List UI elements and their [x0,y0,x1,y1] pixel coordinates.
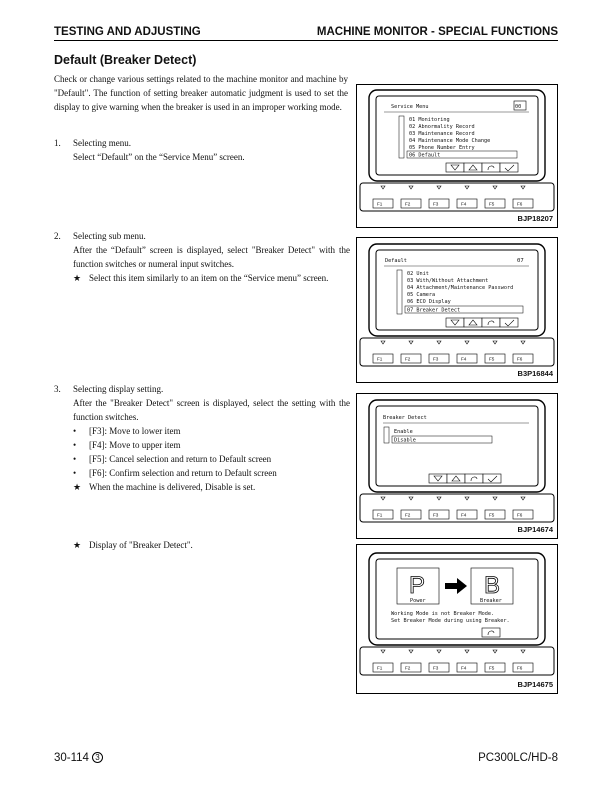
page-header [54,26,558,40]
bullet-icon: • [73,426,77,436]
menu-item: 05 Phone Number Entry [409,145,475,151]
menu-item: 07 Breaker Detect [407,307,461,314]
model-name: PC300LC/HD-8 [478,752,558,764]
star-note [73,271,350,285]
f2-key: F2 [405,512,411,518]
monitor-illustration [357,545,557,693]
step-3 [54,382,350,494]
step-2 [54,229,350,285]
power-letter: P [409,572,426,599]
step-number: 1. [54,138,61,148]
figure-code: BJP14674 [517,525,553,534]
figure-default-menu [356,237,558,383]
bullet-item: • [F3]: Move to lower item [73,426,181,436]
menu-item: 06 Default [409,152,441,159]
f5-key: F5 [489,512,495,518]
menu-item: 03 Maintenance Record [409,131,475,137]
screen-badge: 07 [517,258,524,264]
f1-key: F1 [377,356,383,362]
screen-title: Default [385,258,407,264]
f6-key: F6 [517,356,523,362]
bullet-icon: • [73,468,77,478]
step-1 [54,136,350,164]
menu-item: 04 Attachment/Maintenance Password [407,285,514,291]
f3-key: F3 [433,356,439,362]
f6-key: F6 [517,201,523,207]
menu-item: 02 Abnormality Record [409,124,475,130]
figure-service-menu [356,84,558,228]
menu-item: 04 Maintenance Mode Change [409,138,491,144]
guide-icons [446,318,518,327]
star-icon: ★ [73,273,82,283]
f4-key: F4 [461,356,467,362]
step-number: 2. [54,231,61,241]
f5-key: F5 [489,201,495,207]
breaker-label: Breaker [480,598,502,604]
guide-icons [429,474,501,483]
monitor-illustration [357,394,557,538]
f2-key: F2 [405,201,411,207]
step-title: Selecting display setting. [73,384,164,394]
header-rule [54,40,558,41]
figure-code: BJP18207 [517,214,553,223]
section-title: Default (Breaker Detect) [54,53,197,67]
warning-message-line: Working Mode is not Breaker Mode. [391,611,495,617]
figure-breaker-warning [356,544,558,694]
option-enable: Enable [394,429,413,435]
f4-key: F4 [461,201,467,207]
f3-key: F3 [433,512,439,518]
star-icon: ★ [73,540,82,550]
step-text: Select “Default” on the “Service Menu” screen. [73,152,245,162]
menu-item: 02 Unit [407,271,429,277]
figure-code: BJP14675 [517,680,553,689]
bullet-icon: • [73,440,77,450]
monitor-illustration [357,85,557,227]
page-number: 30-114 3 [54,752,103,764]
menu-item: 01 Monitoring [409,117,450,123]
step-3-figure-note [54,538,350,552]
menu-item: 03 With/Without Attachment [407,278,489,284]
star-note: ★ When the machine is delivered, Disable is set. [73,482,256,492]
f6-key: F6 [517,665,523,671]
scrollbar [397,270,402,314]
figure-breaker-detect [356,393,558,539]
figure-code: B3P16844 [517,369,553,378]
monitor-illustration [357,238,557,382]
revision-mark: 3 [92,752,103,763]
guide-icons [446,163,518,172]
step-title: Selecting sub menu. [73,231,146,241]
f2-key: F2 [405,356,411,362]
header-right: MACHINE MONITOR - SPECIAL FUNCTIONS [316,26,558,38]
f3-key: F3 [433,665,439,671]
f3-key: F3 [433,201,439,207]
star-icon: ★ [73,482,82,492]
menu-item: 06 ECO Display [407,299,451,305]
screen-title: Service Menu [391,104,429,110]
step-text: After the “Default” screen is displayed, select "Breaker Detect" with the function switches or numeral input switches. [73,245,350,269]
scrollbar [399,116,404,158]
scrollbar [384,427,389,443]
bullet-item: • [F4]: Move to upper item [73,440,181,450]
option-disable: Disable [394,437,416,444]
f2-key: F2 [405,665,411,671]
f1-key: F1 [377,201,383,207]
bullet-icon: • [73,454,77,464]
power-label: Power [410,598,426,604]
step-title: Selecting menu. [73,138,131,148]
warning-message-line: Set Breaker Mode during using Breaker. [391,618,510,624]
menu-item: 05 Camera [407,292,436,298]
f6-key: F6 [517,512,523,518]
screen-title: Breaker Detect [383,415,427,421]
intro-paragraph: Check or change various settings related to the machine monitor and machine by "Default". The function of setting breaker automatic judgment is used to set the display to give warning when the breaker is used in an improper working mode. [54,74,348,112]
note-text: Select this item similarly to an item on the “Service menu” screen. [89,273,329,283]
step-text: After the "Breaker Detect" screen is displayed, select the setting with the function switches. [73,398,350,422]
header-left: TESTING AND ADJUSTING [54,26,201,38]
f5-key: F5 [489,665,495,671]
screen-badge: 00 [515,104,522,110]
f4-key: F4 [461,512,467,518]
bullet-item: • [F6]: Confirm selection and return to Default screen [73,468,277,478]
f1-key: F1 [377,512,383,518]
f5-key: F5 [489,356,495,362]
star-note: ★ Display of "Breaker Detect". [73,540,193,550]
buzzer-icon [482,628,500,637]
f1-key: F1 [377,665,383,671]
step-number: 3. [54,384,61,394]
bullet-item: • [F5]: Cancel selection and return to Default screen [73,454,272,464]
breaker-letter: B [484,572,501,599]
f4-key: F4 [461,665,467,671]
